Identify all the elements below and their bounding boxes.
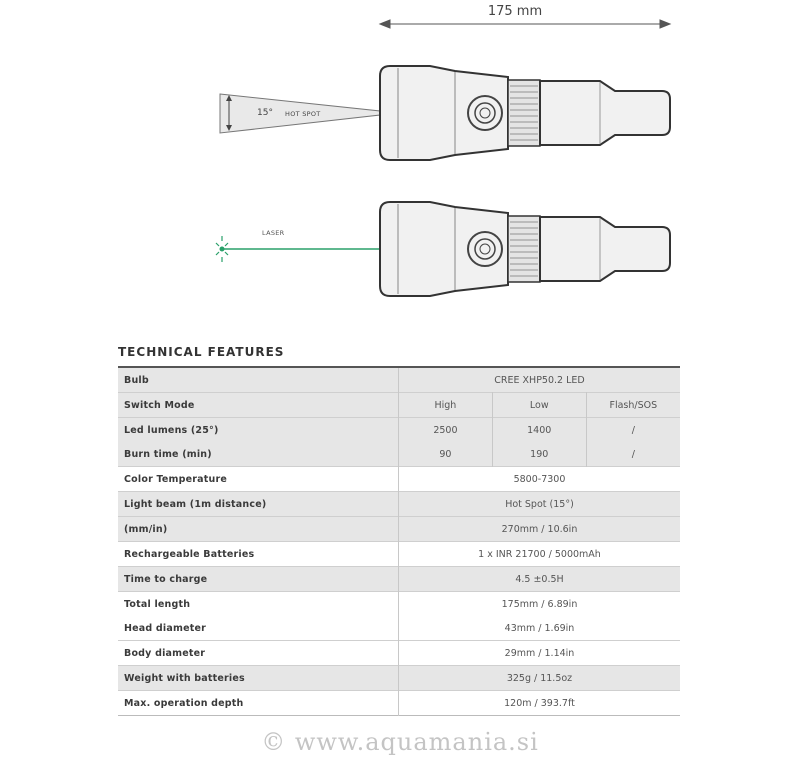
spec-label: (mm/in) [118,517,399,542]
spec-value-flash: Flash/SOS [586,393,680,418]
spec-row-bulb [118,367,680,393]
spec-value-low: Low [492,393,586,418]
spec-value: 5800-7300 [399,467,681,492]
spec-label: Time to charge [118,567,399,592]
hot-spot-label: HOT SPOT [285,110,321,118]
spec-value-high: 2500 [399,418,493,443]
spec-label: Color Temperature [124,473,228,485]
spec-row-color-temp [118,467,680,492]
flashlight-drawing [0,0,800,340]
watermark: © www.aquamania.si [261,728,539,756]
spec-row-switch-mode [118,393,680,418]
laser-label: LASER [262,229,285,237]
section-title: TECHNICAL FEATURES [118,345,285,359]
spec-label: Rechargeable Batteries [124,548,255,560]
spec-row-charge-time [118,567,680,592]
spec-value: 1 x INR 21700 / 5000mAh [399,542,681,567]
spec-label: Max. operation depth [124,697,244,709]
spec-value-high: 90 [399,442,493,467]
spec-table [118,366,680,716]
spec-value: 43mm / 1.69in [399,616,681,641]
spec-value: Hot Spot (15°) [399,492,681,517]
spec-value-high: High [399,393,493,418]
spec-label: Weight with batteries [118,666,399,691]
spec-value: 4.5 ±0.5H [399,567,681,592]
spec-label: Total length [124,598,191,610]
spec-value: 270mm / 10.6in [399,517,681,542]
spec-row-total-length [118,592,680,617]
spec-row-mm-in [118,517,680,542]
spec-label: Switch Mode [118,393,399,418]
spec-value-flash: / [586,442,680,467]
flashlight-top [380,66,670,160]
spec-label: Body diameter [124,647,206,659]
spec-label: Bulb [118,367,399,393]
spec-value-low: 190 [492,442,586,467]
spec-label: Led lumens (25°) [118,418,399,443]
spec-value: 175mm / 6.89in [399,592,681,617]
flashlight-bottom [380,202,670,296]
spec-row-weight [118,666,680,691]
length-dimension-arrow [380,20,670,28]
length-label: 175 mm [487,4,543,19]
beam-angle-label: 15° [257,108,273,118]
spec-value-flash: / [586,418,680,443]
spec-row-depth [118,691,680,716]
spec-row-batteries [118,542,680,567]
spec-value: 325g / 11.5oz [399,666,681,691]
spec-row-head-diameter [118,616,680,641]
spec-value: CREE XHP50.2 LED [399,367,681,393]
spec-label: Burn time (min) [118,442,399,467]
laser-beam [216,236,380,262]
spec-value: 120m / 393.7ft [399,691,681,716]
spec-value: 29mm / 1.14in [399,641,681,666]
spec-row-lumens [118,418,680,443]
spec-row-burn-time [118,442,680,467]
spec-label: Light beam (1m distance) [118,492,399,517]
spec-label: Head diameter [124,622,206,634]
spec-row-body-diameter [118,641,680,666]
spec-value-low: 1400 [492,418,586,443]
spec-row-light-beam [118,492,680,517]
